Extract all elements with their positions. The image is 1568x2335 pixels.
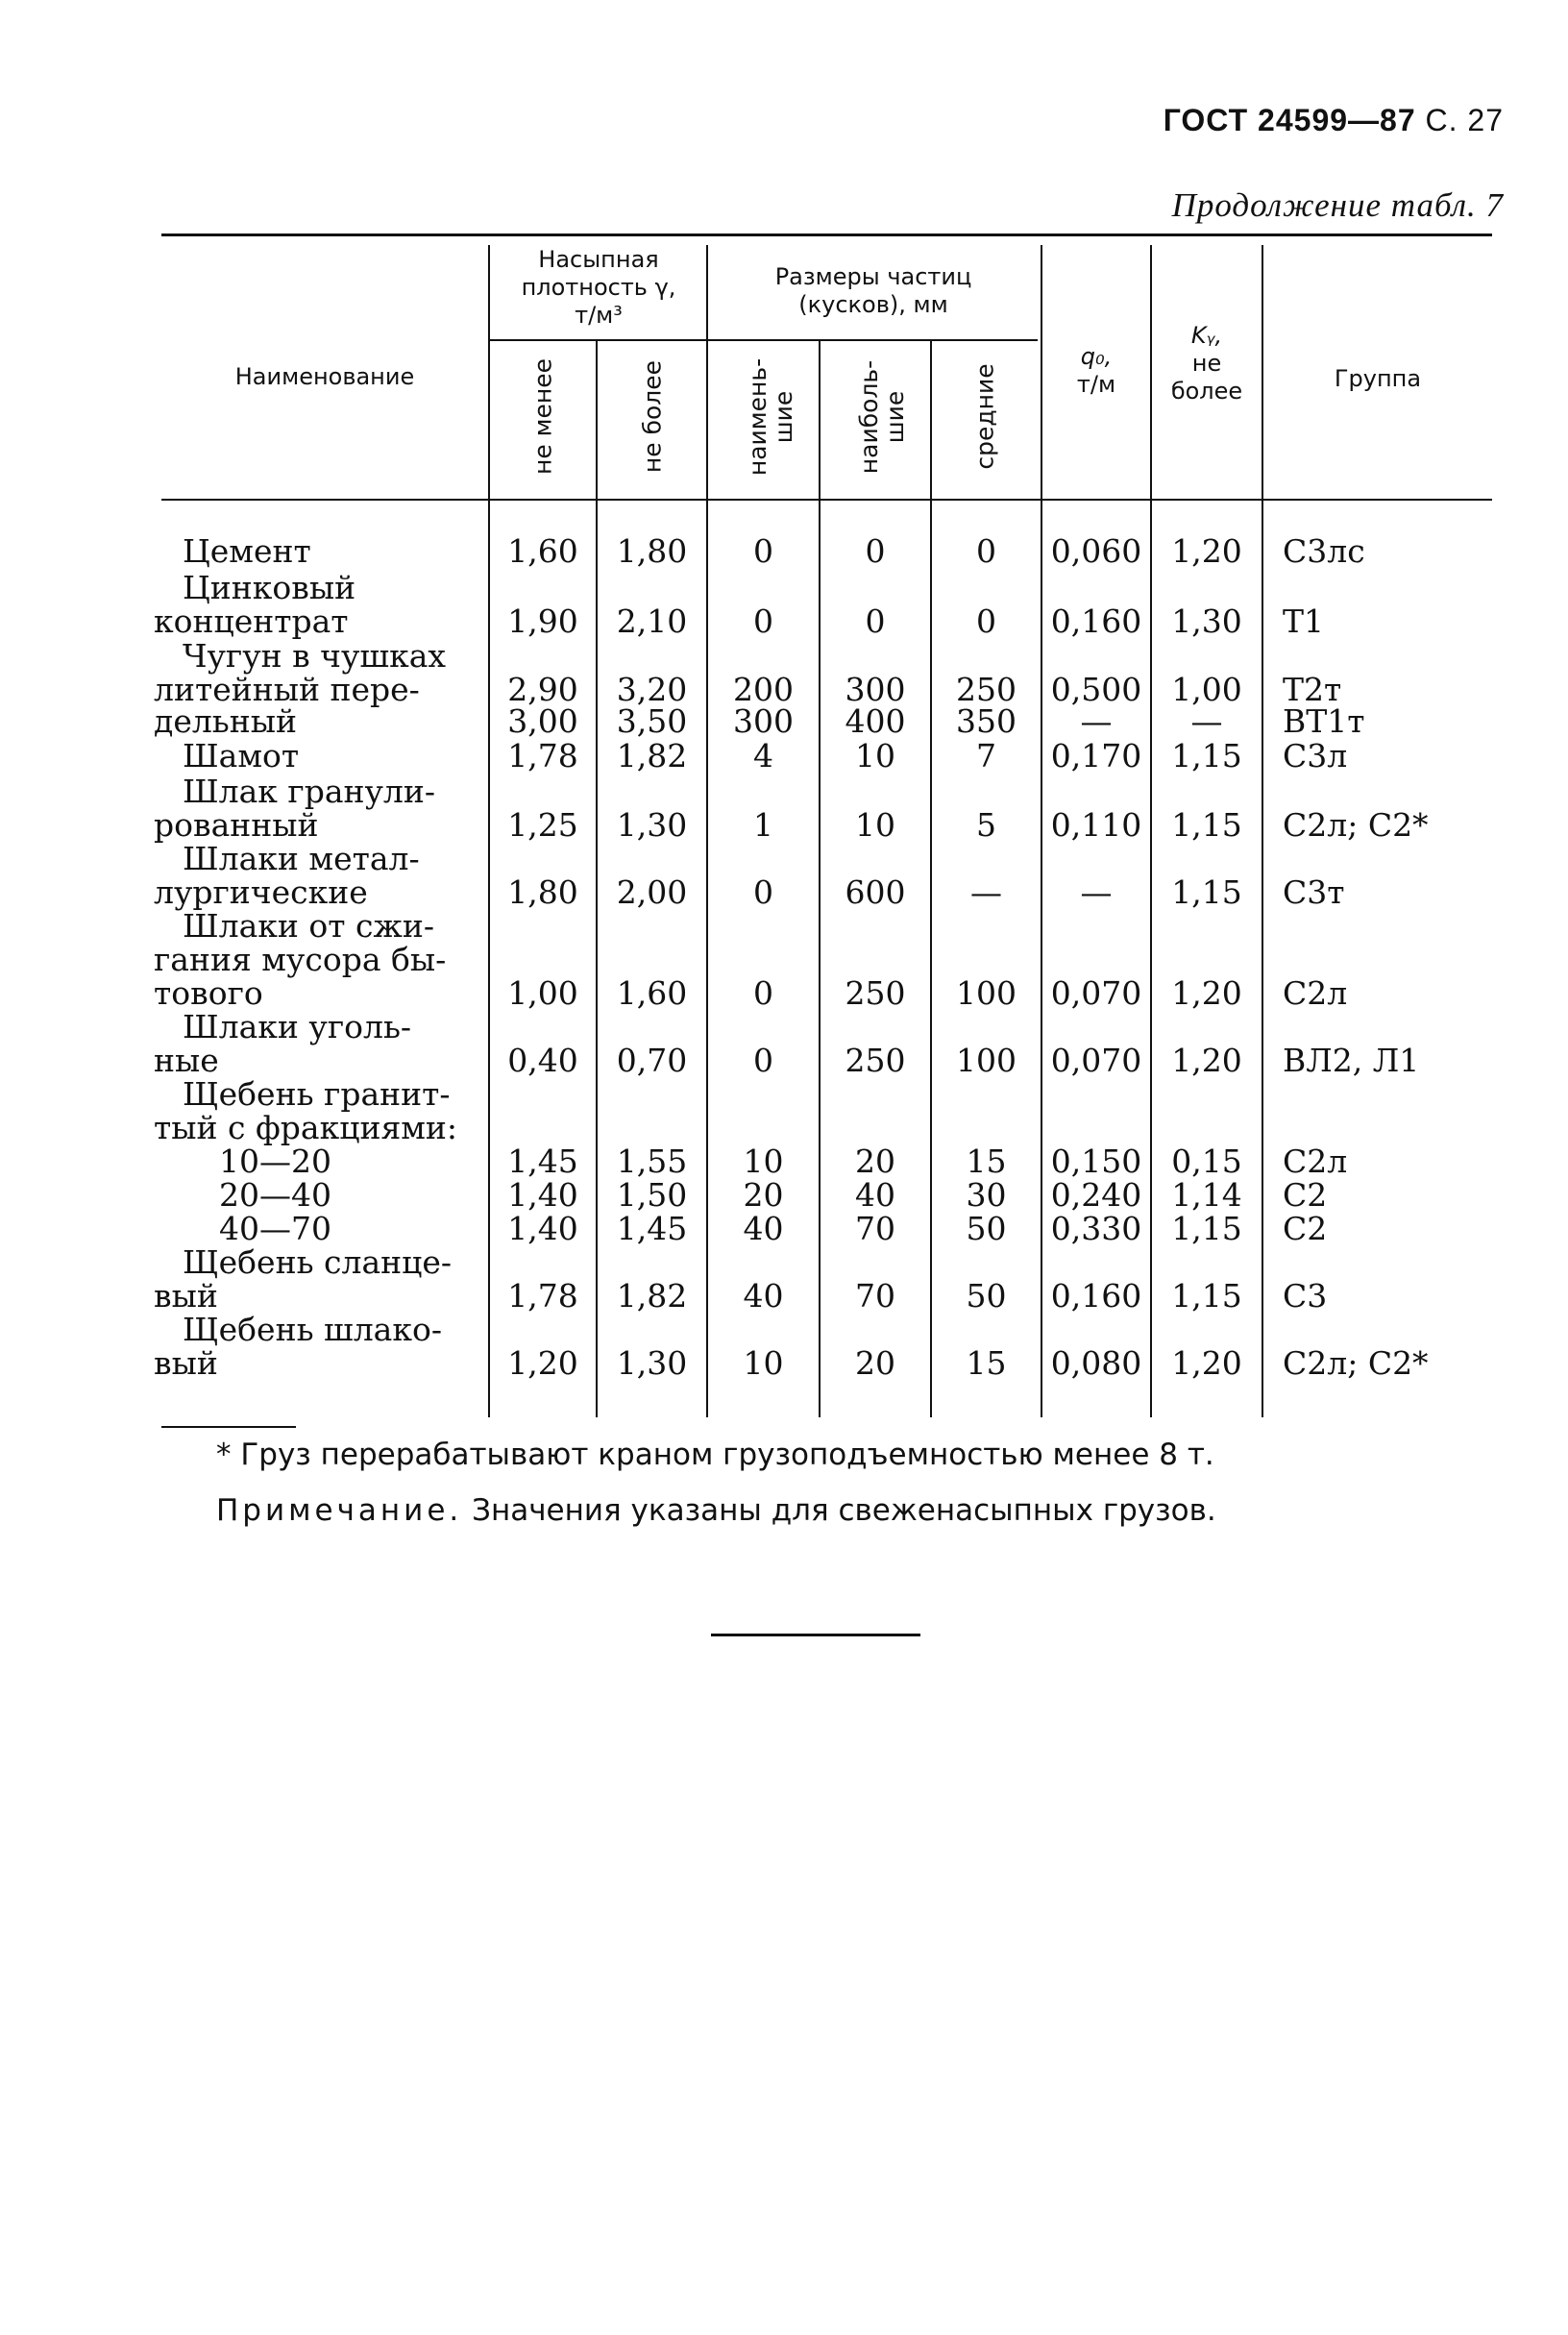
cell-savg: 50 [966,1210,1007,1247]
header-bottom-rule [161,499,1492,501]
cell-dmax: 3,20 [616,671,688,708]
cell-g: С2л; С2* [1283,806,1429,844]
cell-k: 1,15 [1171,1210,1242,1247]
cell-savg: 15 [966,1143,1007,1180]
cell-q: 0,500 [1050,671,1142,708]
row-name-line: Чугун в чушках [183,637,447,675]
cell-dmax: 1,82 [616,737,688,774]
header-group: Группа [1334,365,1422,392]
row-name-line: гания мусора бы- [154,941,447,978]
cell-q: 0,070 [1050,974,1142,1012]
header-density-group [492,246,705,330]
cell-smin: 300 [733,702,794,740]
row-name-line: 40—70 [219,1210,331,1247]
row-name-line: 10—20 [219,1143,331,1180]
cell-q: 0,160 [1050,602,1142,640]
cell-savg: 30 [966,1176,1007,1214]
cell-smax: 10 [855,737,895,774]
row-name-line: вый [154,1344,218,1382]
standard-number: ГОСТ 24599—87 [1163,103,1416,137]
cell-q: — [1080,873,1113,911]
row-name-line: дельный [154,702,298,740]
cell-smax: 10 [855,806,895,844]
note [216,1493,1216,1528]
cell-smax: 300 [845,671,906,708]
cell-dmin: 1,25 [507,806,578,844]
cell-savg: — [970,873,1002,911]
header-sizes-line: Размеры частиц [774,263,972,290]
cell-smin: 40 [743,1277,784,1315]
end-rule [711,1634,920,1636]
header-size-max [856,345,908,489]
header-q0-line: т/м [1076,371,1116,398]
header-q0-line: q₀, [1080,343,1113,370]
cell-dmin: 0,40 [507,1042,578,1079]
cell-dmin: 2,90 [507,671,578,708]
cell-g: С3лс [1283,532,1365,570]
cell-savg: 250 [956,671,1017,708]
header-ky-line: более [1170,378,1243,405]
table-top-rule [161,234,1492,236]
cell-smax: 600 [845,873,906,911]
cell-savg: 7 [976,737,996,774]
cell-g: С3 [1283,1277,1328,1315]
cell-smin: 4 [753,737,773,774]
cell-smax: 250 [845,1042,906,1079]
density-group-rule [490,339,706,341]
cell-g: ВЛ2, Л1 [1283,1042,1420,1079]
row-name-line: тового [154,974,263,1012]
cell-smax: 0 [865,602,886,640]
cell-dmin: 1,78 [507,737,578,774]
row-name-line: Шамот [183,737,300,774]
cell-savg: 0 [976,532,996,570]
footnote: * Груз перерабатывают краном грузоподъемностью менее 8 т. [216,1438,1214,1472]
row-name-line: Щебень гранит- [183,1075,451,1113]
cell-dmax: 1,80 [616,532,688,570]
cell-smax: 250 [845,974,906,1012]
cell-dmin: 1,45 [507,1143,578,1180]
cell-dmax: 1,50 [616,1176,688,1214]
row-name-line: Шлаки метал- [183,840,420,877]
cell-dmax: 0,70 [616,1042,688,1079]
cell-smin: 200 [733,671,794,708]
footnote-rule [161,1426,296,1428]
cell-k: 1,20 [1171,1042,1242,1079]
sizes-group-rule [706,339,1038,341]
header-sizes-group [708,263,1039,319]
header-size-avg: средние [970,363,999,470]
cell-smin: 10 [743,1143,784,1180]
header-ky-line: Kᵧ, [1190,322,1223,349]
cell-dmin: 1,90 [507,602,578,640]
cell-dmin: 1,80 [507,873,578,911]
cell-q: 0,330 [1050,1210,1142,1247]
cell-q: 0,070 [1050,1042,1142,1079]
cell-g: Т1 [1283,602,1325,640]
cell-dmax: 1,30 [616,806,688,844]
cell-smax: 20 [855,1143,895,1180]
cell-q: 0,240 [1050,1176,1142,1214]
cell-k: 1,20 [1171,1344,1242,1382]
cell-g: Т2т [1283,671,1342,708]
cell-q: — [1080,702,1113,740]
cell-dmin: 1,00 [507,974,578,1012]
row-name-line: рованный [154,806,319,844]
cell-k: 1,15 [1171,806,1242,844]
row-name-line: 20—40 [219,1176,331,1214]
row-name-line: Шлак гранули- [183,773,436,810]
header-size-min-line: наимень- [744,357,772,477]
cell-g: С2 [1283,1210,1328,1247]
cell-smax: 70 [855,1277,895,1315]
cell-g: С2л [1283,1143,1348,1180]
cell-g: С2 [1283,1176,1328,1214]
cell-savg: 0 [976,602,996,640]
row-name-line: лургические [154,873,368,911]
cell-smin: 20 [743,1176,784,1214]
cell-smax: 0 [865,532,886,570]
cell-dmin: 1,78 [507,1277,578,1315]
col-divider [1262,245,1263,1417]
cell-k: 1,15 [1171,873,1242,911]
cell-g: С3л [1283,737,1348,774]
row-name-line: Цинковый [183,569,356,606]
header-size-max-line: шие [881,390,909,444]
cell-smin: 0 [753,974,773,1012]
table-continuation-caption: Продолжение табл. 7 [1171,186,1504,224]
cell-savg: 5 [976,806,996,844]
header-size-max-line: наиболь- [855,359,883,475]
row-name-line: Шлаки от сжи- [183,907,435,945]
header-density-min: не менее [528,357,557,476]
header-density-line: т/м³ [575,302,623,329]
cell-g: С3т [1283,873,1345,911]
cell-k: 1,15 [1171,737,1242,774]
cell-smin: 40 [743,1210,784,1247]
cell-q: 0,160 [1050,1277,1142,1315]
header-density-line: плотность γ, [521,274,676,301]
header-size-min [745,345,796,489]
cell-k: 1,20 [1171,532,1242,570]
cell-q: 0,150 [1050,1143,1142,1180]
header-name: Наименование [234,363,415,390]
cell-dmin: 1,40 [507,1210,578,1247]
row-name-line: Щебень шлако- [183,1311,442,1348]
cell-k: 0,15 [1171,1143,1242,1180]
cell-k: — [1190,702,1223,740]
cell-q: 0,170 [1050,737,1142,774]
cell-k: 1,00 [1171,671,1242,708]
row-name-line: тый с фракциями: [154,1109,458,1146]
page-reference [1164,103,1504,138]
cell-q: 0,080 [1050,1344,1142,1382]
header-density-line: Насыпная [538,246,659,273]
row-name-line: концентрат [154,602,349,640]
cell-smin: 0 [753,873,773,911]
cell-dmin: 1,60 [507,532,578,570]
cell-dmax: 1,30 [616,1344,688,1382]
cell-smax: 40 [855,1176,895,1214]
page-number: С. 27 [1425,103,1504,137]
cell-k: 1,20 [1171,974,1242,1012]
cell-k: 1,30 [1171,602,1242,640]
row-name-line: вый [154,1277,218,1315]
cell-savg: 100 [956,1042,1017,1079]
cell-g: С2л; С2* [1283,1344,1429,1382]
header-size-min-line: шие [770,390,797,444]
header-ky-line: не [1191,350,1222,377]
row-name-line: Шлаки уголь- [183,1008,412,1045]
header-ky [1152,322,1262,406]
cell-smax: 70 [855,1210,895,1247]
cell-dmax: 2,00 [616,873,688,911]
cell-savg: 100 [956,974,1017,1012]
row-name-line: ные [154,1042,219,1079]
cell-smin: 0 [753,532,773,570]
cell-dmax: 1,60 [616,974,688,1012]
row-name-line: Цемент [183,532,311,570]
cell-smin: 0 [753,602,773,640]
cell-g: С2л [1283,974,1348,1012]
cell-savg: 50 [966,1277,1007,1315]
header-sizes-line: (кусков), мм [798,291,948,318]
cell-dmin: 3,00 [507,702,578,740]
row-name-line: литейный пере- [154,671,420,708]
cell-k: 1,14 [1171,1176,1242,1214]
cell-dmax: 3,50 [616,702,688,740]
cell-k: 1,15 [1171,1277,1242,1315]
cell-dmax: 2,10 [616,602,688,640]
cell-g: ВТ1т [1283,702,1365,740]
cell-q: 0,060 [1050,532,1142,570]
cell-smin: 10 [743,1344,784,1382]
cell-smax: 400 [845,702,906,740]
cell-dmax: 1,55 [616,1143,688,1180]
cell-savg: 15 [966,1344,1007,1382]
cell-q: 0,110 [1050,806,1142,844]
cell-smax: 20 [855,1344,895,1382]
cell-dmin: 1,20 [507,1344,578,1382]
header-q0 [1042,343,1150,399]
note-label: Примечание. [216,1493,463,1528]
note-text: Значения указаны для свеженасыпных грузов. [462,1493,1216,1528]
cell-dmax: 1,82 [616,1277,688,1315]
cell-savg: 350 [956,702,1017,740]
cell-smin: 1 [753,806,773,844]
row-name-line: Щебень сланце- [183,1243,453,1281]
cell-dmax: 1,45 [616,1210,688,1247]
header-density-max: не более [638,359,667,474]
cell-smin: 0 [753,1042,773,1079]
cell-dmin: 1,40 [507,1176,578,1214]
